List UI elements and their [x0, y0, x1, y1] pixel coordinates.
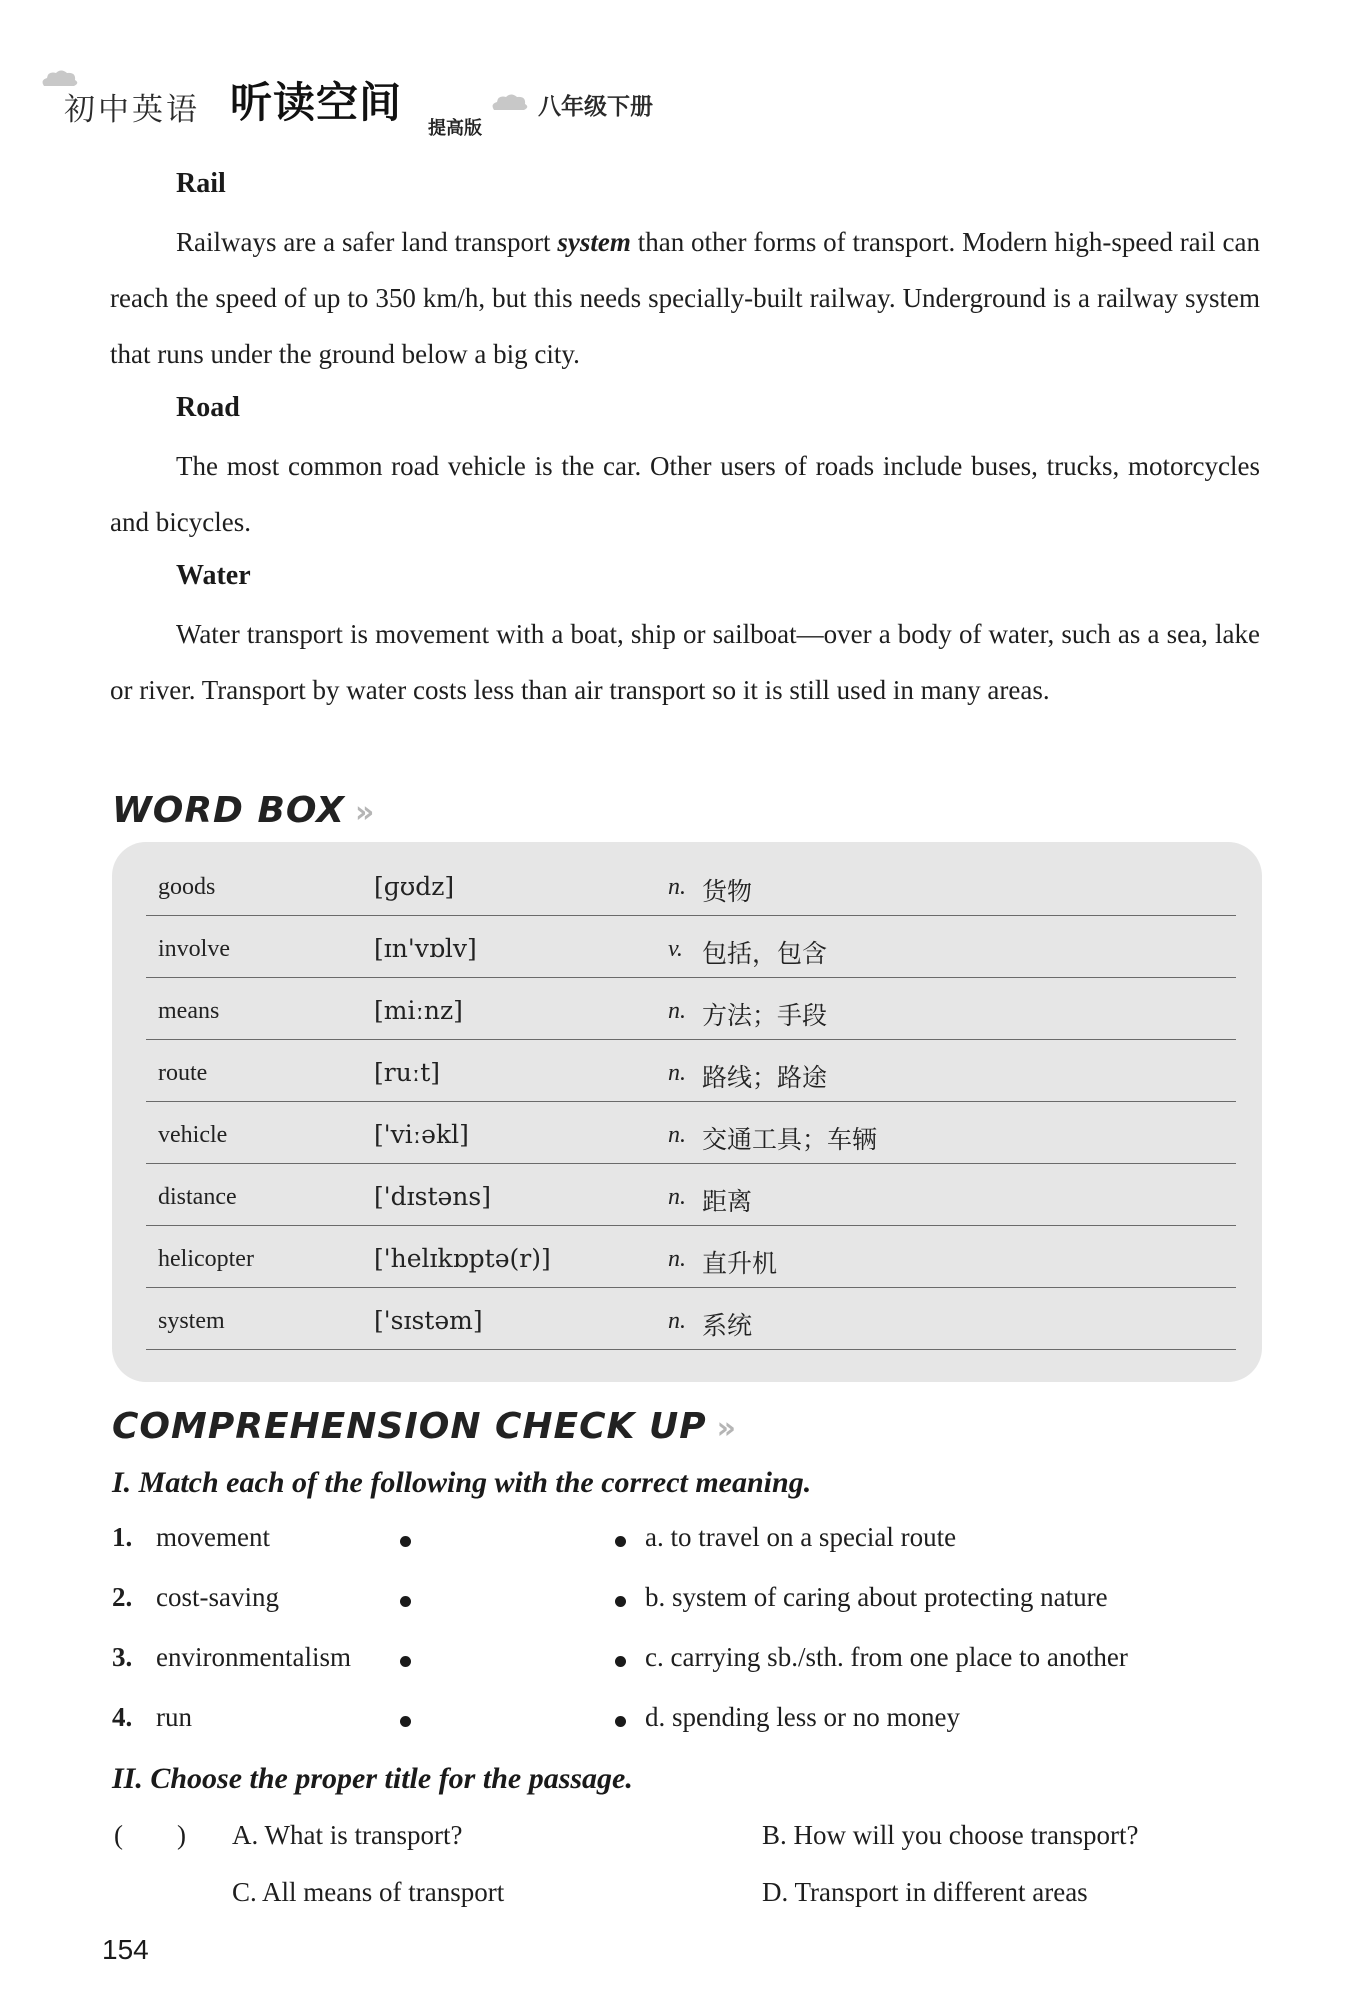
word-meaning: 系统	[702, 1311, 753, 1340]
word-phonetic: [ruːt]	[374, 1058, 441, 1087]
page-header	[40, 62, 740, 142]
double-chevron-icon: »	[716, 1411, 737, 1446]
item-number: 3.	[112, 1642, 133, 1672]
match-definition: d. spending less or no money	[645, 1702, 960, 1732]
word-row	[146, 916, 1236, 978]
part1-instruction: I. Match each of the following with the correct meaning.	[112, 1466, 812, 1499]
word-phonetic: ['helɪkɒptə(r)]	[374, 1244, 551, 1273]
word-term: goods	[158, 874, 216, 900]
word-meaning: 直升机	[702, 1249, 778, 1278]
word-phonetic: ['dɪstəns]	[374, 1182, 491, 1211]
option-b[interactable]: B. How will you choose transport?	[762, 1820, 1139, 1850]
match-dot-left[interactable]	[400, 1596, 411, 1607]
part2-instruction: II. Choose the proper title for the passage.	[112, 1762, 633, 1795]
road-text: The most common road vehicle is the car. Other users of roads include buses, trucks, motorcycles and bicycles.	[110, 451, 1260, 537]
answer-blank[interactable]: ( )	[114, 1820, 186, 1850]
word-phonetic: [ɡʊdz]	[374, 872, 455, 901]
match-term: environmentalism	[156, 1642, 351, 1672]
match-item	[112, 1582, 1262, 1632]
paragraph-road	[110, 438, 1260, 550]
match-definition: c. carrying sb./sth. from one place to another	[645, 1642, 1128, 1672]
water-text: Water transport is movement with a boat, ship or sailboat—over a body of water, such as a sea, lake or river. Transport by water costs less than air transport so it is still used in many areas.	[110, 619, 1260, 705]
word-phonetic: [miːnz]	[374, 996, 463, 1025]
word-meaning: 方法；手段	[702, 1001, 828, 1030]
series-title: 初中英语	[64, 92, 200, 128]
double-chevron-icon: »	[354, 795, 376, 830]
word-row	[146, 1164, 1236, 1226]
match-dot-left[interactable]	[400, 1716, 411, 1727]
option-a[interactable]: A. What is transport?	[232, 1820, 463, 1850]
word-row	[146, 1226, 1236, 1288]
word-part-of-speech: n.	[668, 874, 686, 900]
word-row	[146, 854, 1236, 916]
word-row	[146, 978, 1236, 1040]
keyword-system: system	[557, 227, 631, 257]
match-dot-right[interactable]	[615, 1536, 626, 1547]
section-heading-road: Road	[176, 392, 240, 423]
comprehension-title: COMPREHENSION CHECK UP »	[112, 1406, 737, 1447]
cloud-decoration-icon	[490, 92, 530, 114]
section-heading-rail: Rail	[176, 168, 226, 199]
match-dot-right[interactable]	[615, 1596, 626, 1607]
rail-text-after: than other forms of transport. Modern high-speed rail can reach the speed of up to 350 km/h, but this needs specially-built railway. Underground is a railway system that runs under the ground below a big city.	[110, 227, 1260, 369]
word-term: system	[158, 1308, 225, 1334]
word-part-of-speech: n.	[668, 1060, 686, 1086]
word-phonetic: [ɪn'vɒlv]	[374, 934, 477, 963]
edition-label: 提高版	[428, 118, 482, 139]
word-meaning: 交通工具；车辆	[702, 1125, 878, 1154]
word-term: involve	[158, 936, 230, 962]
word-term: distance	[158, 1184, 237, 1210]
match-definition: a. to travel on a special route	[645, 1522, 957, 1552]
word-meaning: 路线；路途	[702, 1063, 828, 1092]
word-part-of-speech: n.	[668, 1246, 686, 1272]
word-meaning: 包括，包含	[702, 939, 828, 968]
match-item	[112, 1522, 1262, 1572]
word-term: vehicle	[158, 1122, 228, 1148]
word-part-of-speech: n.	[668, 998, 686, 1024]
word-part-of-speech: v.	[668, 936, 683, 962]
word-term: helicopter	[158, 1246, 254, 1272]
paragraph-water	[110, 606, 1260, 718]
brand-logo-text: 听读空间	[230, 78, 403, 127]
match-dot-left[interactable]	[400, 1536, 411, 1547]
match-item	[112, 1642, 1262, 1692]
word-term: means	[158, 998, 220, 1024]
match-definition: b. system of caring about protecting nature	[645, 1582, 1108, 1612]
word-row	[146, 1040, 1236, 1102]
item-number: 1.	[112, 1522, 133, 1552]
grade-label: 八年级下册	[538, 94, 653, 120]
match-term: movement	[156, 1522, 270, 1552]
option-c[interactable]: C. All means of transport	[232, 1877, 505, 1907]
word-part-of-speech: n.	[668, 1122, 686, 1148]
item-number: 4.	[112, 1702, 133, 1732]
match-term: run	[156, 1702, 192, 1732]
word-box-table	[112, 842, 1262, 1382]
word-meaning: 距离	[702, 1187, 753, 1216]
word-phonetic: ['sɪstəm]	[374, 1306, 483, 1335]
word-row	[146, 1288, 1236, 1350]
paragraph-rail	[110, 214, 1260, 382]
word-box-title: WORD BOX »	[112, 790, 376, 831]
word-meaning: 货物	[702, 877, 753, 906]
match-dot-left[interactable]	[400, 1656, 411, 1667]
word-row	[146, 1102, 1236, 1164]
match-dot-right[interactable]	[615, 1716, 626, 1727]
item-number: 2.	[112, 1582, 133, 1612]
match-item	[112, 1702, 1262, 1752]
match-term: cost-saving	[156, 1582, 279, 1612]
option-d[interactable]: D. Transport in different areas	[762, 1877, 1088, 1907]
section-heading-water: Water	[176, 560, 251, 591]
word-part-of-speech: n.	[668, 1184, 686, 1210]
word-phonetic: ['viːəkl]	[374, 1120, 469, 1149]
word-part-of-speech: n.	[668, 1308, 686, 1334]
rail-text-before: Railways are a safer land transport	[176, 227, 558, 257]
page-number: 154	[102, 1934, 149, 1965]
match-dot-right[interactable]	[615, 1656, 626, 1667]
word-term: route	[158, 1060, 208, 1086]
